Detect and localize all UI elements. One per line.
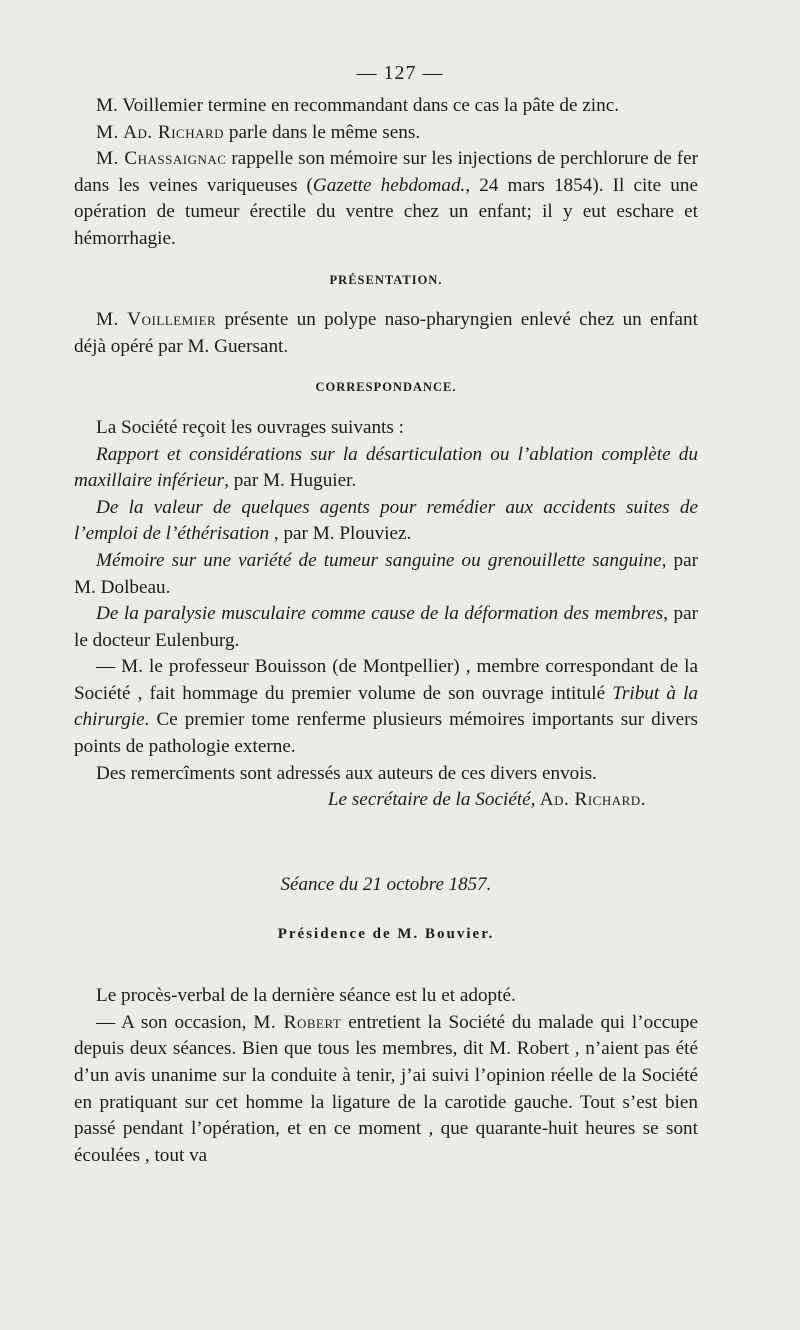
paragraph-presentation (74, 307, 698, 360)
paragraph-robert (74, 1010, 698, 1170)
paragraph-richard (74, 120, 698, 147)
work-author: par M. Dolbeau. (74, 549, 698, 598)
signature (74, 787, 698, 814)
paragraph-text: entretient la Société du malade qui l’occupe depuis deux séances. Bien que tous les membres, dit M. Robert , n’aient pas été d’un avis unanime sur la conduite à tenir, j’ai suivi l’opinion réelle de la Société en pratiquant sur cet homme la ligature de la carotide gauche. Tout s’est bien passé pendant l’opération, et en ce moment , que quarante-huit heures se sont écoulées , tout va (74, 1011, 698, 1166)
paragraph-text: présente un polype naso-pharyngien enlevé chez un enfant déjà opéré par M. Guersant. (74, 309, 698, 357)
paragraph-proces-verbal: Le procès-verbal de la dernière séance est lu et adopté. (96, 985, 516, 1007)
paragraph-text: parle dans le même sens. (224, 121, 421, 143)
paragraph-text: Ce premier tome renferme plusieurs mémoires importants sur divers points de pathologie externe. (74, 709, 698, 758)
speaker-name: M. Chassaignac (96, 148, 227, 170)
work-item (74, 495, 698, 548)
paragraph-thanks: Des remercîments sont adressés aux auteurs de ces divers envois. (96, 762, 597, 784)
work-title: Rapport et considérations sur la désarticulation ou l’ablation complète du maxillaire inférieur (74, 443, 698, 492)
signature-name: Ad. Richard. (535, 789, 646, 811)
text-block-seance (74, 872, 698, 1169)
work-item (74, 548, 698, 601)
paragraph-chassaignac (74, 146, 698, 252)
journal-title: Gazette hebdomad. (312, 174, 466, 196)
paragraph-text: — M. le professeur Bouisson (de Montpellier) , membre correspondant de la Société , fait hommage du premier volume de son ouvrage intitulé (74, 656, 698, 704)
work-title: De la paralysie musculaire comme cause de la déformation des membres (96, 603, 664, 625)
work-item (74, 601, 698, 654)
work-author: , par M. Huguier. (224, 470, 357, 492)
work-author: , par M. Plouviez. (269, 523, 412, 545)
seance-title: Séance du 21 octobre 1857. (280, 874, 492, 895)
work-title: Mémoire sur une variété de tumeur sanguine ou grenouillette sanguine, (96, 549, 667, 571)
speaker-name: M. Ad. Richard (96, 121, 225, 143)
paragraph-text: rappelle son mémoire sur les injections de perchlorure de fer dans les veines variqueuses ( (74, 148, 698, 196)
section-heading-presentation: PRÉSENTATION. (329, 272, 443, 287)
work-author: , par le docteur Eulenburg. (74, 603, 699, 651)
text-block-top (74, 93, 698, 814)
paragraph-bouisson (74, 654, 698, 760)
presidence-heading: Présidence de M. Bouvier. (277, 925, 495, 942)
speaker-name: M. Voillemier (96, 309, 217, 331)
section-heading-correspondance: CORRESPONDANCE. (315, 380, 457, 395)
paragraph-text: , 24 mars 1854). Il cite une opération de tumeur érectile du ventre chez un enfant; il y eut eschare et hémorrhagie. (74, 174, 698, 249)
page-number: — 127 — (356, 62, 444, 84)
paragraph-text: — A son occasion, (96, 1011, 254, 1033)
speaker-name: M. Robert (253, 1011, 342, 1033)
work-title: De la valeur de quelques agents pour remédier aux accidents suites de l’emploi de l’éthérisation (74, 496, 698, 545)
paragraph-intro: La Société reçoit les ouvrages suivants : (96, 416, 404, 438)
paragraph-voillemier: M. Voillemier termine en recommandant dans ce cas la pâte de zinc. (96, 95, 620, 116)
work-item (74, 442, 698, 495)
work-title: Tribut à la chirurgie. (74, 682, 698, 731)
signature-role: Le secrétaire de la Société, (327, 789, 536, 811)
